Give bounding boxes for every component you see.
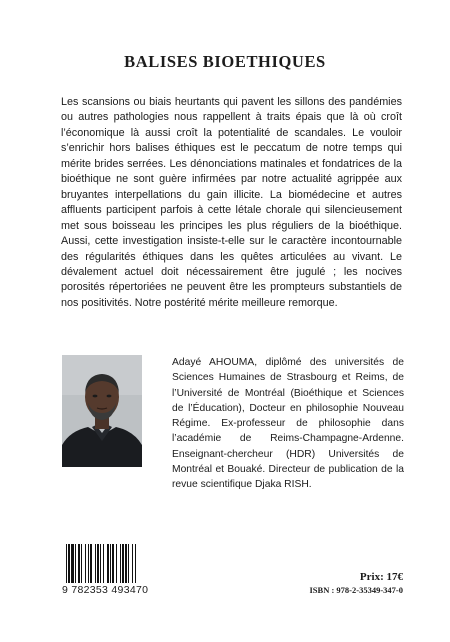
isbn-label: ISBN : 978-2-35349-347-0 xyxy=(309,585,403,595)
author-biography: Adayé AHOUMA, diplômé des universités de Sciences Humaines de Strasbourg et Reims, de l’Université de Montréal (Bioéthique et Sciences de l’Éducation), Docteur en philosophie Nouveau Régime. Ex-professeur de philosophie dans l’académie de Reims-Champagne-Ardenne. Enseignant-chercheur (HDR) Universités de Montréal et Bouaké. Directeur de publication de la revue scientifique Djaka RISH. xyxy=(172,357,404,491)
back-cover-blurb: Les scansions ou biais heurtants qui pavent les sillons des pandémies ou autres pathologies nous rappellent à traits épais que là où croît l’économique là aussi croît la potentialité de scandales. Le vouloir s’enrichir hors balises éthiques est le peccatum de notre temps qui mérite brides serrées. Les dénonciations matinales et fondatrices de la bioéthique ne sont guère infirmées par notre actualité agrippée aux bruyantes interpellations du gain illicite. La biomédecine et autres affluents participent parfois à cette létale chorale qui silencieusement met sous boisseau les principes les plus réguliers de la bioéthique. Aussi, cette investigation insiste-t-elle sur le caractère incontournable des régularités éthiques dans les quêtes articulées au vivant. Le dévalement actuel doit nécessairement être jugulé ; les nocives porosités répertoriées ne peuvent être les prompteurs substantiels de nos positivités. Notre postérité mérite meilleure remorque. xyxy=(61,96,402,309)
author-photo xyxy=(62,355,142,467)
author-portrait-image xyxy=(62,355,142,467)
barcode-digits: 9 782353 493470 xyxy=(62,583,170,597)
price-label: Prix: 17€ xyxy=(359,571,403,583)
book-title: BALISES BIOETHIQUES xyxy=(124,52,326,71)
